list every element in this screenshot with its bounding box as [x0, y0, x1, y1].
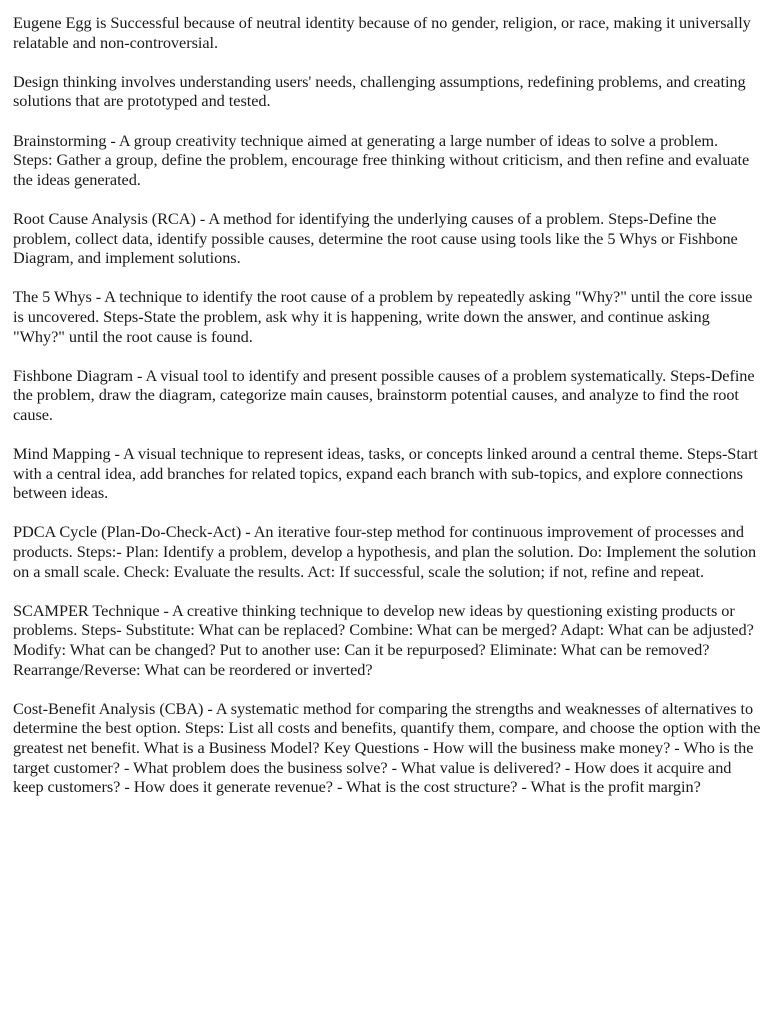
paragraph-root-cause-analysis: Root Cause Analysis (RCA) - A method for identifying the underlying causes of a problem. Steps-Define the problem, collect data, identify possible causes, determine the root cause using tools like the 5 Whys or Fishbone Diagram, and implement solutions.	[13, 208, 738, 268]
paragraph-eugene-egg: Eugene Egg is Successful because of neutral identity because of no gender, religion, or race, making it universally relatable and non-controversial.	[13, 13, 751, 52]
paragraph-fishbone-diagram: Fishbone Diagram - A visual tool to identify and present possible causes of a problem systematically. Steps-Define the problem, draw the diagram, categorize main causes, brainstorm potential causes, and analyze to find the root cause.	[13, 365, 755, 424]
document-body	[13, 13, 761, 816]
paragraph-brainstorming: Brainstorming - A group creativity technique aimed at generating a large number of ideas to solve a problem. Steps: Gather a group, define the problem, encourage free thinking without criticism, and then refine and evaluate the ideas generated.	[13, 130, 750, 189]
paragraph-design-thinking: Design thinking involves understanding users' needs, challenging assumptions, redefining problems, and creating solutions that are prototyped and tested.	[13, 71, 746, 111]
paragraph-cost-benefit-analysis: Cost-Benefit Analysis (CBA) - A systematic method for comparing the strengths and weaknesses of alternatives to determine the best option. Steps: List all costs and benefits, quantify them, compare, and choose the option with the greatest net benefit. What is a Business Model? Key Questions - How will the business make money? - Who is the target customer? - What problem does the business solve? - What value is delivered? - How does it acquire and keep customers? - How does it generate revenue? - What is the cost structure? - What is the profit margin?	[13, 698, 761, 797]
paragraph-five-whys: The 5 Whys - A technique to identify the root cause of a problem by repeatedly asking "Why?" until the core issue is uncovered. Steps-State the problem, ask why it is happening, write down the answer, and continue asking "Why?" until the root cause is found.	[13, 287, 753, 346]
paragraph-mind-mapping: Mind Mapping - A visual technique to represent ideas, tasks, or concepts linked around a central theme. Steps-Start with a central idea, add branches for related topics, expand each branch with sub-topics, and explore connections between ideas.	[13, 444, 758, 503]
paragraph-scamper: SCAMPER Technique - A creative thinking technique to develop new ideas by questioning existing products or problems. Steps- Substitute: What can be replaced? Combine: What can be merged? Adapt: What can be adjusted? Modify: What can be changed? Put to another use: Can it be repurposed? Eliminate: What can be removed? Rearrange/Reverse: What can be reordered or inverted?	[13, 600, 754, 679]
paragraph-pdca-cycle: PDCA Cycle (Plan-Do-Check-Act) - An iterative four-step method for continuous improvement of processes and products. Steps:- Plan: Identify a problem, develop a hypothesis, and plan the solution. Do: Implement the solution on a small scale. Check: Evaluate the results. Act: If successful, scale the solution; if not, refine and repeat.	[13, 522, 757, 581]
